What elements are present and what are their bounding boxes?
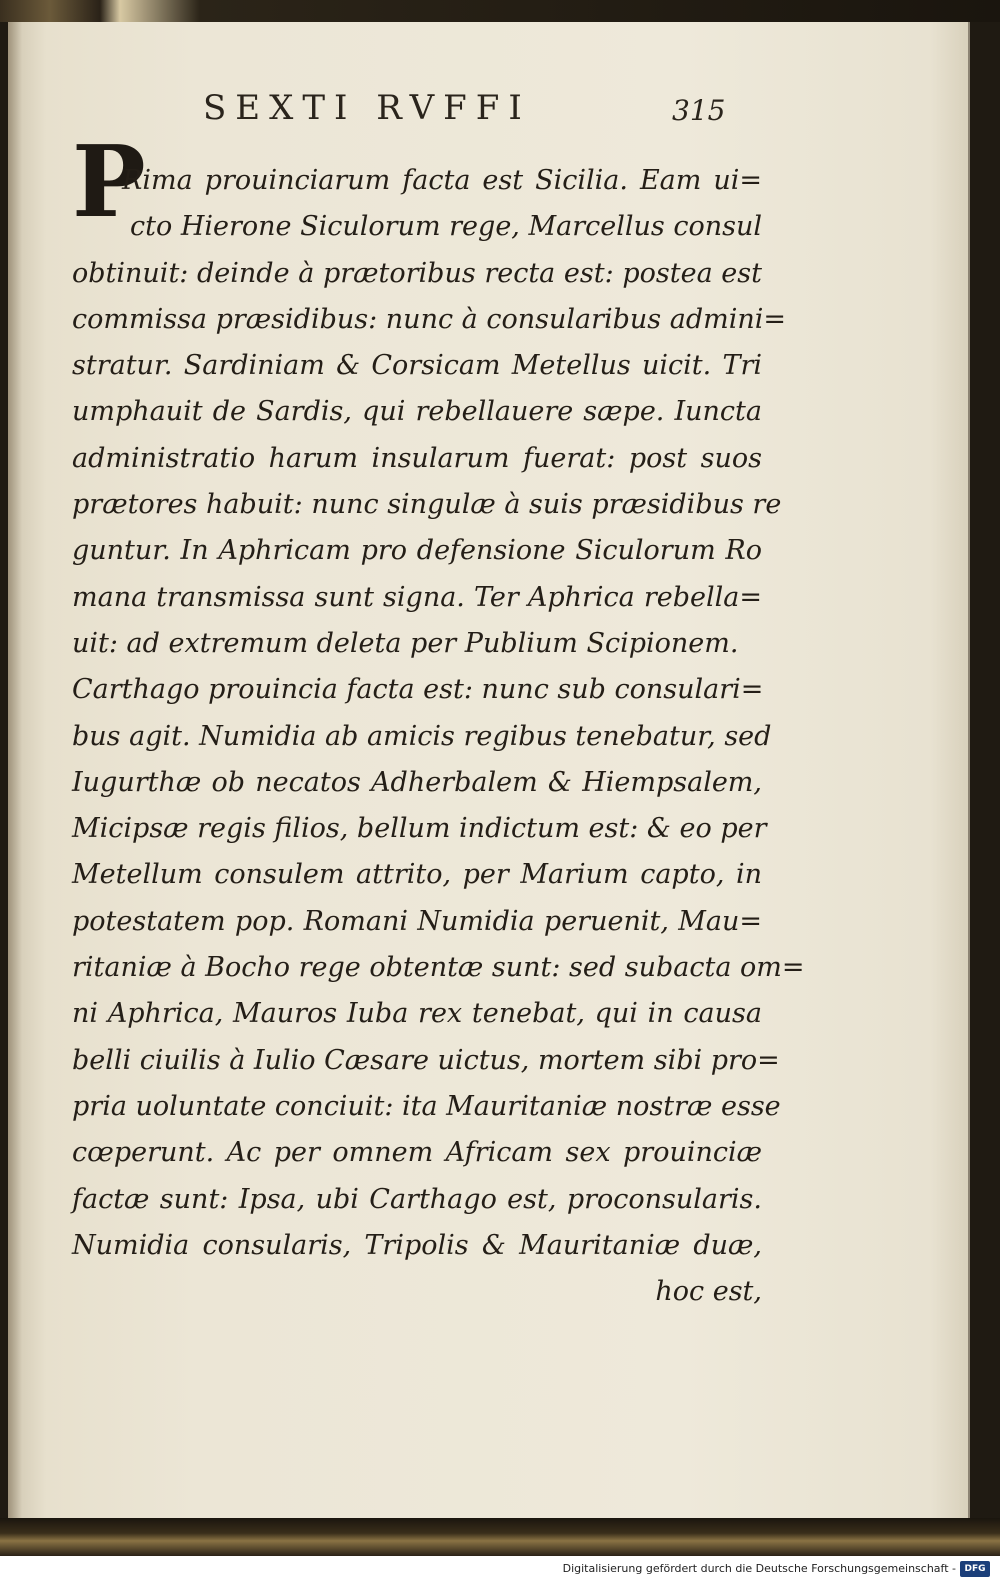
text-line: umphauit de Sardis, qui rebellauere sæpe. Iuncta [72,396,762,428]
gutter-shadow [8,22,22,1520]
dfg-logo: DFG [960,1561,990,1577]
text-line: prætores habuit: nunc singulæ à suis præsidibus re [72,489,782,521]
text-line: uit: ad extremum deleta per Publium Scipionem. [72,627,739,659]
catchword: hoc est, [655,1276,762,1308]
text-line: ni Aphrica, Mauros Iuba rex tenebat, qui in causa [72,998,762,1030]
text-line: ritaniæ à Bocho rege obtentæ sunt: sed subacta om= [72,952,805,984]
text-line: Micipsæ regis filios, bellum indictum est: & eo per [72,813,767,845]
text-line: bus agit. Numidia ab amicis regibus tenebatur, sed [72,720,772,752]
text-line: belli ciuilis à Iulio Cæsare uictus, mortem sibi pro= [72,1044,780,1076]
book-page [8,22,970,1520]
text-line: mana transmissa sunt signa. Ter Aphrica rebella= [72,581,762,613]
text-line: Rima prouinciarum facta est Sicilia. Eam ui= [122,165,762,196]
text-line: Iugurthæ ob necatos Adherbalem & Hiempsalem, [72,766,762,798]
body-text [72,158,805,1315]
text-line: cto Hierone Siculorum rege, Marcellus consul [130,211,762,243]
text-line: potestatem pop. Romani Numidia peruenit, Mau= [72,905,762,937]
text-line: guntur. In Aphricam pro defensione Siculorum Ro [72,535,762,567]
text-line: factæ sunt: Ipsa, ubi Carthago est, proconsularis. [72,1183,762,1215]
text-line: administratio harum insularum fuerat: post suos [72,442,762,474]
text-line: Metellum consulem attrito, per Marium capto, in [72,859,762,891]
funding-credit: Digitalisierung gefördert durch die Deutsche Forschungsgemeinschaft - [562,1562,956,1575]
text-line: stratur. Sardiniam & Corsicam Metellus uicit. Tri [72,350,762,382]
book-top-edge [0,0,1000,22]
page-number: 315 [672,94,726,127]
text-line: cœperunt. Ac per omnem Africam sex prouinciæ [72,1137,762,1169]
text-line: pria uoluntate conciuit: ita Mauritaniæ nostræ esse [72,1090,781,1122]
text-line: Numidia consularis, Tripolis & Mauritaniæ duæ, [72,1229,762,1261]
digitization-footer [0,1556,1000,1584]
running-title: SEXTI RVFFI [203,88,531,128]
text-line: obtinuit: deinde à prætoribus recta est: postea est [72,257,762,289]
book-bottom-edge [0,1518,1000,1556]
text-line: commissa præsidibus: nunc à consularibus admini= [72,303,787,335]
drop-cap-initial: P [72,125,146,240]
text-line: Carthago prouincia facta est: nunc sub consulari= [72,674,764,706]
running-head [8,84,968,134]
